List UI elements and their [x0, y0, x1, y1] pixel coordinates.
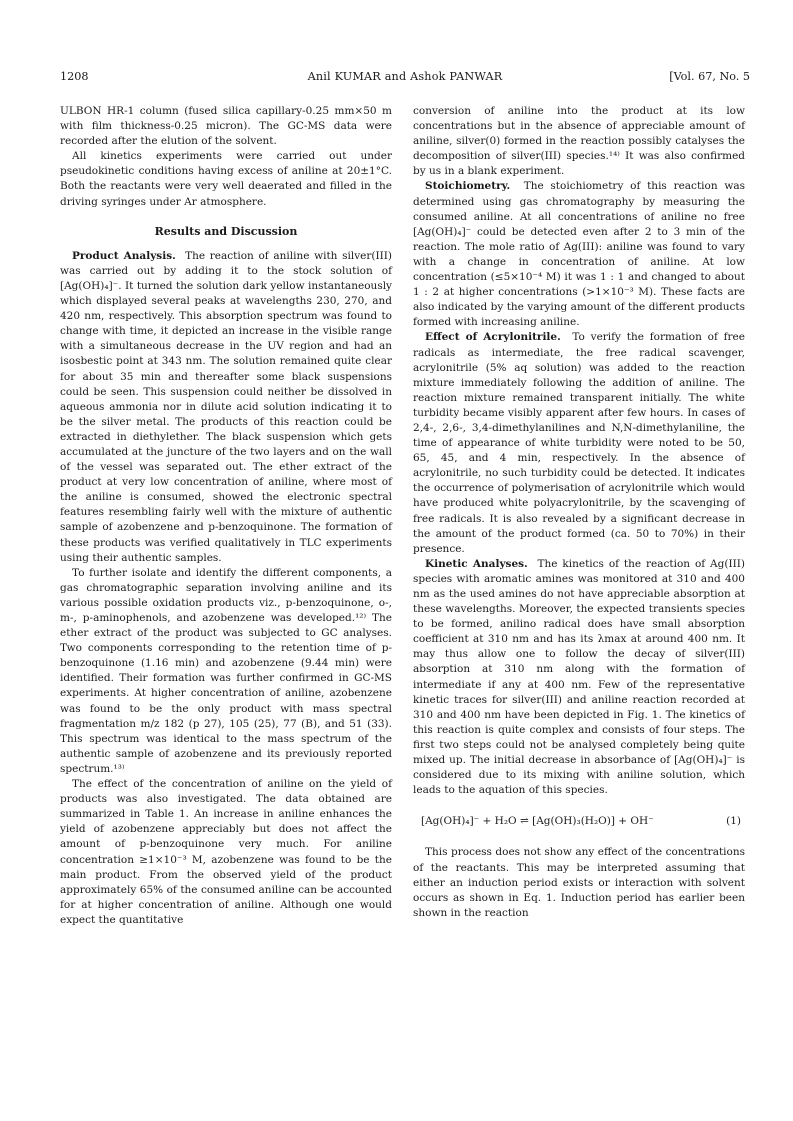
- paragraph-text: The reaction of aniline with silver(III) was carried out by adding it to the stock solution of [Ag(OH)₄]⁻. It turned the solution dark yellow instantaneously which displayed several peaks at wavelengths 230, 270, and 420 nm, respectively. This absorption spectrum was found to change with time, it depicted an increase in the visible range with a simultaneous decrease in the UV region and had an isosbestic point at 343 nm. The solution remained quite clear for about 35 min and thereafter some black suspensions could be seen. This suspension could neither be dissolved in aqueous ammonia nor in dilute acid solution indicating it to be the silver metal. The products of this reaction could be extracted in diethylether. The black suspension which gets accumulated at the juncture of the two layers and on the wall of the vessel was separated out. The ether extract of the product at very low concentration of aniline, where most of the aniline is consumed, showed the electronic spectral features resembling fairly well with the mixture of authentic sample of azobenzene and p-benzoquinone. The formation of these products was verified qualitatively in TLC experiments using their authentic samples.: [60, 249, 392, 564]
- paragraph: ULBON HR-1 column (fused silica capillary-0.25 mm×50 m with film thickness-0.25 micron). The GC-MS data were recorded after the elution of the solvent.: [60, 105, 392, 148]
- paragraph: [413, 330, 745, 556]
- run-in-heading: Effect of Acrylonitrile.: [425, 331, 561, 344]
- equation-body: [Ag(OH)₄]⁻ + H₂O ⇌ [Ag(OH)₃(H₂O)] + OH⁻: [421, 815, 654, 828]
- paragraph: [413, 557, 745, 799]
- paragraph: The effect of the concentration of aniline on the yield of products was also investigated. The data obtained are summarized in Table 1. An increase in aniline enhances the yield of azobenzene appreciably but does not affect the amount of p-benzoquinone very much. For aniline concentration ≥1×10⁻³ M, azobenzene was found to be the main product. From the observed yield of the product approximately 65% of the consumed aniline can be accounted for at higher concentration of aniline. Although one would expect the quantitative: [60, 778, 392, 926]
- left-column: [60, 104, 392, 928]
- paragraph-text: To verify the formation of free radicals as intermediate, the free radical scavenger, acrylonitrile (5% aq solution) was added to the reaction mixture immediately following the addition of aniline. The reaction mixture remained transparent initially. The white turbidity became visibly apparent after few hours. In cases of 2,4-, 2,6-, 3,4-dimethylanilines and N,N-dimethylaniline, the time of appearance of white turbidity were noted to be 50, 65, 45, and 4 min, respectively. In the absence of acrylonitrile, no such turbidity could be detected. It indicates the occurrence of polymerisation of acrylonitrile which would have produced white polyacrylonitrile, by the scavenging of free radicals. It is also revealed by a significant decrease in the amount of the product formed (ca. 50 to 70%) in their presence.: [413, 331, 745, 555]
- paragraph: This process does not show any effect of the concentrations of the reactants. This may be interpreted assuming that either an induction period exists or interaction with solvent occurs as shown in Eq. 1. Induction period has earlier been shown in the reaction: [413, 846, 745, 919]
- paragraph: To further isolate and identify the different components, a gas chromatographic separation involving aniline and its various possible oxidation products viz., p-benzoquinone, o-, m-, p-aminophenols, and azobenzene was developed.¹²⁾ The ether extract of the product was subjected to GC analyses. Two components corresponding to the retention time of p-benzoquinone (1.16 min) and azobenzene (9.44 min) were identified. Their formation was further confirmed in GC-MS experiments. At higher concentration of aniline, azobenzene was found to be the only product with mass spectral fragmentation m/z 182 (p 27), 105 (25), 77 (B), and 51 (33). This spectrum was identical to the mass spectrum of the authentic sample of azobenzene and its previously reported spectrum.¹³⁾: [60, 566, 392, 775]
- running-header: [60, 70, 750, 86]
- equation-number: (1): [726, 815, 741, 828]
- paragraph-text: The kinetics of the reaction of Ag(III) species with aromatic amines was monitored at 310 and 400 nm as the used amines do not have appreciable absorption at these wavelengths. Moreover, the expected transients species to be formed, anilino radical does have small absorption coefficient at 310 nm and has its λmax at around 400 nm. It may thus allow one to follow the decay of silver(III) absorption at 310 nm along with the formation of intermediate if any at 400 nm. Few of the representative kinetic traces for silver(III) and aniline reaction recorded at 310 and 400 nm have been depicted in Fig. 1. The kinetics of this reaction is quite complex and consists of four steps. The first two steps could not be analysed completely being quite mixed up. The initial decrease in absorbance of [Ag(OH)₄]⁻ is considered due to its mixing with aniline solution, which leads to the aquation of this species.: [413, 557, 745, 797]
- section-title: Results and Discussion: [154, 224, 298, 238]
- paragraph: [413, 179, 745, 330]
- run-in-heading: Kinetic Analyses.: [425, 557, 528, 570]
- page-number: 1208: [60, 70, 89, 83]
- running-authors: Anil KUMAR and Ashok PANWAR: [307, 70, 503, 83]
- run-in-heading: Product Analysis.: [72, 249, 176, 262]
- paragraph-text: The stoichiometry of this reaction was determined using gas chromatography by measuring the consumed aniline. At all concentrations of aniline no free [Ag(OH)₄]⁻ could be detected even after 2 to 3 min of the reaction. The mole ratio of Ag(III): aniline was found to vary with a change in concentration of aniline. At low concentration (≤5×10⁻⁴ M) it was 1 : 1 and changed to about 1 : 2 at higher concentrations (>1×10⁻³ M). These facts are also indicated by the varying amount of the different products formed with increasing aniline.: [413, 180, 745, 329]
- right-column: [413, 104, 745, 921]
- equation: [413, 814, 745, 829]
- run-in-heading: Stoichiometry.: [425, 180, 511, 193]
- paragraph: All kinetics experiments were carried out under pseudokinetic conditions having excess of aniline at 20±1°C. Both the reactants were very well deaerated and filled in the driving syringes under Ar atmosphere.: [60, 150, 392, 208]
- paragraph: [60, 249, 392, 566]
- paragraph: conversion of aniline into the product at its low concentrations but in the absence of appreciable amount of aniline, silver(0) formed in the reaction possibly catalyses the decomposition of silver(III) species.¹⁴⁾ It was also confirmed by us in a blank experiment.: [413, 105, 745, 178]
- volume-info: [Vol. 67, No. 5: [669, 70, 750, 83]
